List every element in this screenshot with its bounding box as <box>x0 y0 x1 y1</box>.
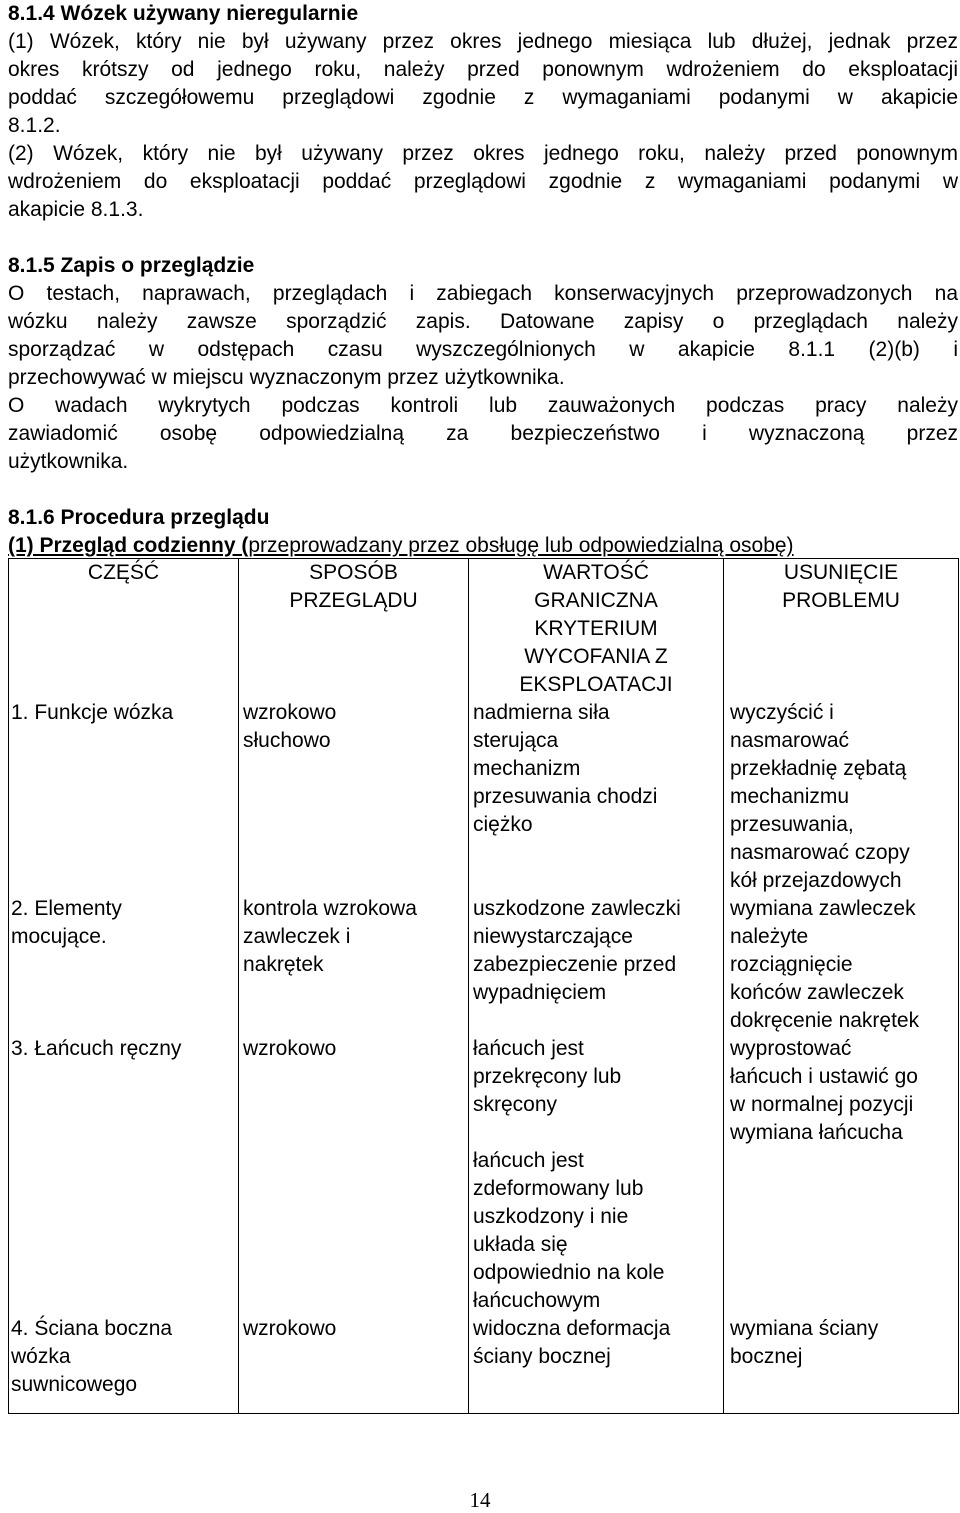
cell-criterion: widoczna deformacja ściany bocznej <box>473 1317 671 1368</box>
cell-remedy: wymiana zawleczek należyte rozciągnięcie końców zawleczek dokręcenie nakrętek <box>730 897 920 1032</box>
cell-remedy: wyprostować łańcuch i ustawić go w normalnej pozycji wymiana łańcucha <box>730 1037 918 1144</box>
text-line: O wadach wykrytych podczas kontroli lub zauważonych podczas pracy należy <box>8 394 958 417</box>
text-line: O testach, naprawach, przeglądach i zabiegach konserwacyjnych przeprowadzonych na <box>8 282 958 305</box>
inspection-table <box>8 558 959 1414</box>
cell-criterion: uszkodzone zawleczki niewystarczające zabezpieczenie przed wypadnięciem <box>473 897 681 1004</box>
text-line: wózku należy zawsze sporządzić zapis. Datowane zapisy o przeglądach należy <box>8 310 958 333</box>
paragraph-8-1-4-2 <box>8 140 958 224</box>
subheading-rest: przeprowadzany przez obsługę lub odpowiedzialną osobę) <box>248 534 794 557</box>
table-row <box>9 1035 959 1315</box>
table-row <box>9 699 959 895</box>
cell-part: 1. Funkcje wózka <box>11 701 174 724</box>
cell-method: wzrokowo słuchowo <box>243 701 337 752</box>
text-line: sporządzać w odstępach czasu wyszczególnionych w akapicie 8.1.1 (2)(b) i <box>8 338 958 361</box>
text-line: akapicie 8.1.3. <box>8 198 144 221</box>
text-line: poddać szczegółowemu przeglądowi zgodnie z wymaganiami podanymi w akapicie <box>8 86 958 109</box>
table-header-row <box>9 559 959 700</box>
text-line: użytkownika. <box>8 450 129 473</box>
text-line: 8.1.2. <box>8 114 61 137</box>
paragraph-8-1-5-2 <box>8 392 958 476</box>
header-part: CZĘŚĆ <box>9 559 239 700</box>
text-line: wdrożeniem do eksploatacji poddać przeglądowi zgodnie z wymaganiami podanymi w <box>8 170 958 193</box>
section-heading-8-1-5: 8.1.5 Zapis o przeglądzie <box>8 254 255 277</box>
subheading-bold-part: (1) Przegląd codzienny ( <box>8 534 249 557</box>
paragraph-8-1-5-1 <box>8 280 958 392</box>
text-line: przechowywać w miejscu wyznaczonym przez użytkownika. <box>8 366 565 389</box>
text-line: zawiadomić osobę odpowiedzialną za bezpieczeństwo i wyznaczoną przez <box>8 422 958 445</box>
section-heading-8-1-6: 8.1.6 Procedura przeglądu <box>8 506 270 529</box>
page-number: 14 <box>469 1488 491 1512</box>
table-row <box>9 1315 959 1414</box>
document-page <box>8 0 958 1396</box>
cell-method: wzrokowo <box>243 1317 337 1340</box>
cell-part: 3. Łańcuch ręczny <box>11 1037 182 1060</box>
header-remedy: USUNIĘCIE PROBLEMU <box>724 559 959 700</box>
header-criterion: WARTOŚĆ GRANICZNA KRYTERIUM WYCOFANIA Z EKSPLOATACJI <box>469 559 724 700</box>
cell-part: 4. Ściana boczna wózka suwnicowego <box>11 1317 173 1396</box>
text-line: (2) Wózek, który nie był używany przez okres jednego roku, należy przed ponownym <box>8 142 958 165</box>
cell-part: 2. Elementy mocujące. <box>11 897 122 948</box>
text-line: (1) Wózek, który nie był używany przez okres jednego miesiąca lub dłużej, jednak przez <box>8 30 958 53</box>
cell-criterion: łańcuch jest przekręcony lub skręcony łańcuch jest zdeformowany lub uszkodzony i nie układa się odpowiednio na kole łańcuchowym <box>473 1037 665 1312</box>
cell-remedy: wymiana ściany bocznej <box>730 1317 879 1368</box>
table-row <box>9 895 959 1035</box>
subheading-daily-inspection <box>8 532 958 560</box>
cell-criterion: nadmierna siła sterująca mechanizm przesuwania chodzi ciężko <box>473 701 658 836</box>
cell-remedy: wyczyścić i nasmarować przekładnię zębatą mechanizmu przesuwania, nasmarować czopy kół przejazdowych <box>730 701 910 892</box>
header-method: SPOSÓB PRZEGLĄDU <box>239 559 469 700</box>
section-heading-8-1-4: 8.1.4 Wózek używany nieregularnie <box>8 2 359 25</box>
text-line: okres krótszy od jednego roku, należy przed ponownym wdrożeniem do eksploatacji <box>8 58 958 81</box>
cell-method: wzrokowo <box>243 1037 337 1060</box>
cell-method: kontrola wzrokowa zawleczek i nakrętek <box>243 897 417 976</box>
paragraph-8-1-4-1 <box>8 28 958 140</box>
